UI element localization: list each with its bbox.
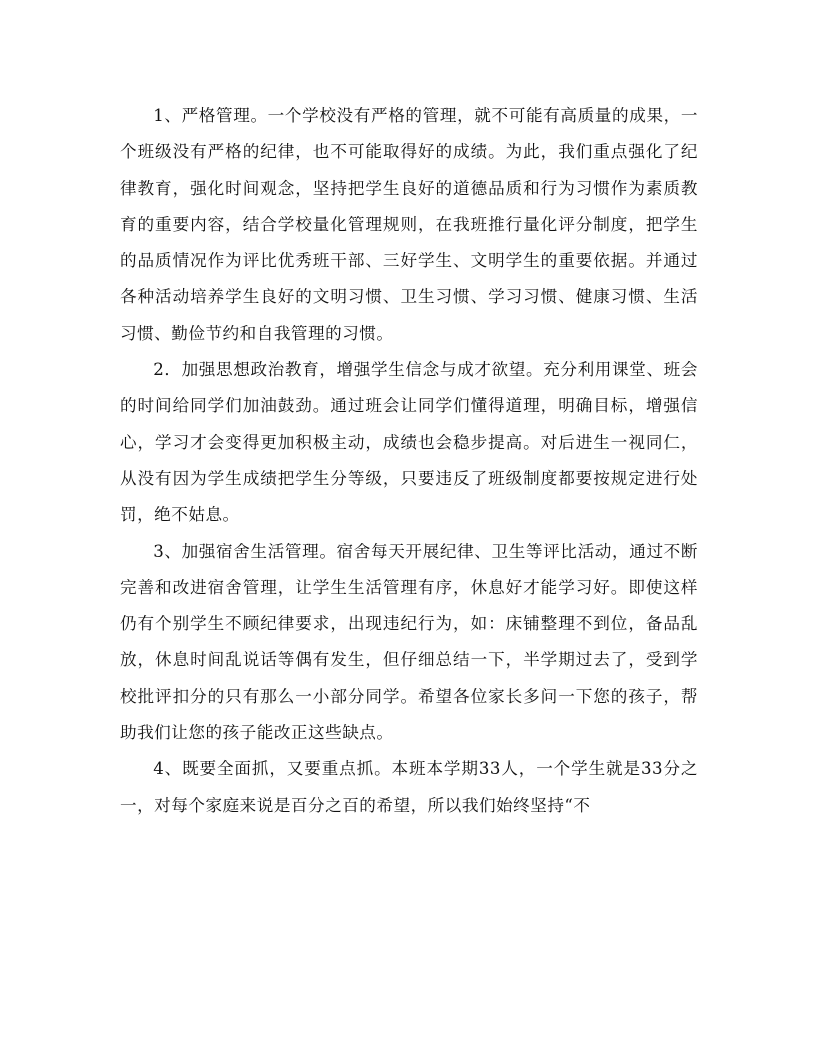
- paragraph-dormitory-management: 3、加强宿舍生活管理。宿舍每天开展纪律、卫生等评比活动，通过不断完善和改进宿舍管理，让学生生活管理有序，休息好才能学习好。即使这样仍有个别学生不顾纪律要求，出现违纪行为，如：床铺整理不到位，备品乱放，休息时间乱说话等偶有发生，但仔细总结一下，半学期过去了，受到学校批评扣分的只有那么一小部分同学。希望各位家长多问一下您的孩子，帮助我们让您的孩子能改正这些缺点。: [120, 541, 698, 743]
- paragraph-strict-management: 1、严格管理。一个学校没有严格的管理，就不可能有高质量的成果，一个班级没有严格的纪律，也不可能取得好的成绩。为此，我们重点强化了纪律教育，强化时间观念，坚持把学生良好的道德品质和行为习惯作为素质教育的重要内容，结合学校量化管理规则，在我班推行量化评分制度，把学生的品质情况作为评比优秀班干部、三好学生、文明学生的重要依据。并通过各种活动培养学生良好的文明习惯、卫生习惯、学习习惯、健康习惯、生活习惯、勤俭节约和自我管理的习惯。: [120, 106, 698, 343]
- paragraph-political-education: 2．加强思想政治教育，增强学生信念与成才欲望。充分利用课堂、班会的时间给同学们加油鼓劲。通过班会让同学们懂得道理，明确目标，增强信心，学习才会变得更加积极主动，成绩也会稳步提高。对后进生一视同仁，从没有因为学生成绩把学生分等级，只要违反了班级制度都要按规定进行处罚，绝不姑息。: [120, 360, 698, 525]
- paragraph-overall-focus: 4、既要全面抓，又要重点抓。本班本学期33人，一个学生就是33分之一，对每个家庭来说是百分之百的希望，所以我们始终坚持“不: [120, 759, 698, 815]
- document-body: [120, 98, 698, 824]
